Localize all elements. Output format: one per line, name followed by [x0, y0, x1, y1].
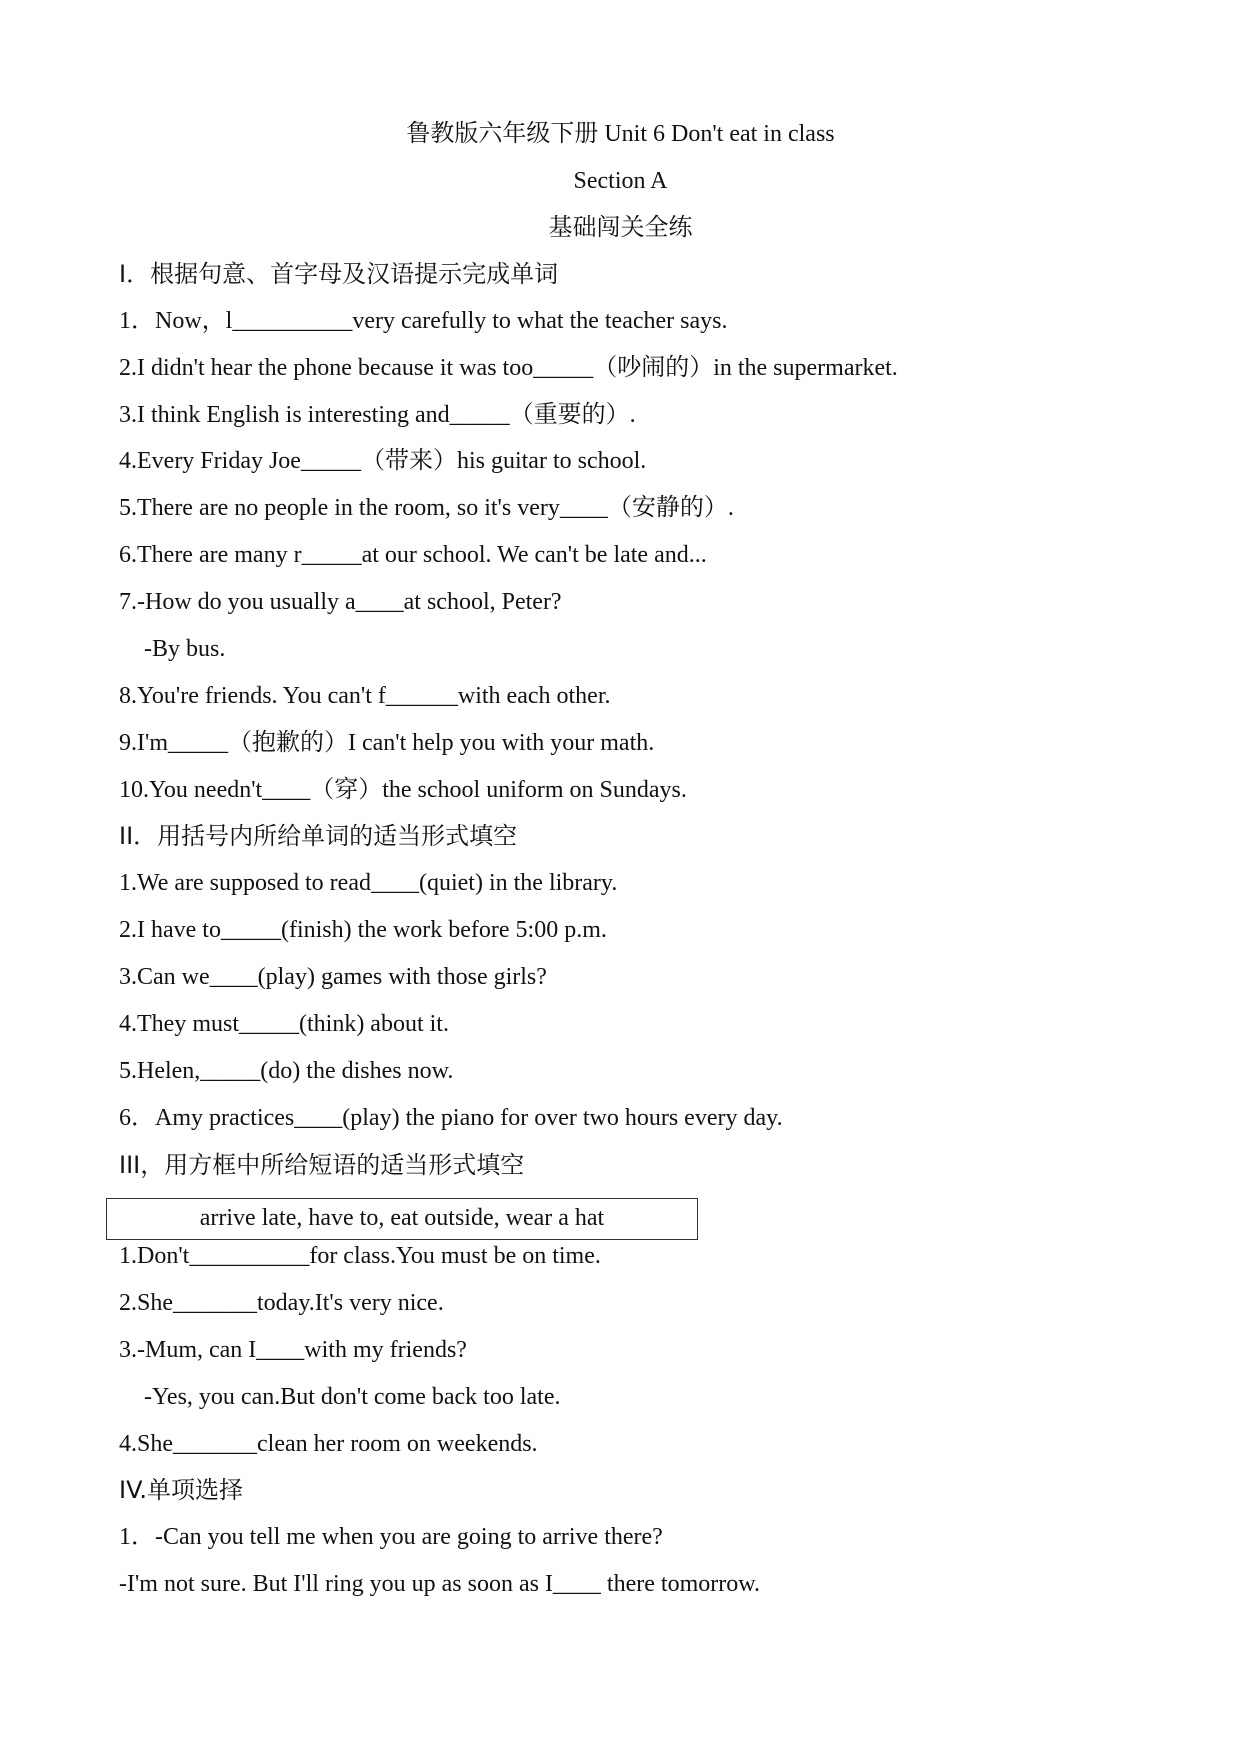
part1-question-4: 4.Every Friday Joe_____（带来）his guitar to school.: [119, 448, 647, 474]
part1-question-3: 3.I think English is interesting and_____（重要的）.: [119, 402, 636, 428]
part1-question-9: 9.I'm_____（抱歉的）I can't help you with your math.: [119, 730, 655, 756]
phrase-box-text: arrive late, have to, eat outside, wear a hat: [199, 1205, 605, 1231]
part1-question-5: 5.There are no people in the room, so it's very____（安静的）.: [119, 495, 734, 521]
part3-question-2: 2.She_______today.It's very nice.: [119, 1290, 444, 1316]
part4-question-1: 1．-Can you tell me when you are going to arrive there?: [119, 1524, 663, 1550]
part2-question-4: 4.They must_____(think) about it.: [119, 1011, 449, 1037]
part2-heading: II．用括号内所给单词的适当形式填空: [119, 822, 518, 850]
part3-heading: III，用方框中所给短语的适当形式填空: [119, 1151, 525, 1179]
part4-heading: IV.单项选择: [119, 1476, 244, 1504]
part3-question-3-answer: -Yes, you can.But don't come back too late.: [144, 1384, 561, 1410]
part3-question-3: 3.-Mum, can I____with my friends?: [119, 1337, 467, 1363]
part2-question-1: 1.We are supposed to read____(quiet) in the library.: [119, 870, 618, 896]
part2-question-2: 2.I have to_____(finish) the work before 5:00 p.m.: [119, 917, 607, 943]
phrase-box: [106, 1198, 698, 1240]
part1-question-1: 1．Now，l__________very carefully to what the teacher says.: [119, 308, 728, 334]
part2-question-5: 5.Helen,_____(do) the dishes now.: [119, 1058, 454, 1084]
part1-question-8: 8.You're friends. You can't f______with each other.: [119, 683, 611, 709]
part3-question-4: 4.She_______clean her room on weekends.: [119, 1431, 538, 1457]
part1-question-2: 2.I didn't hear the phone because it was too_____（吵闹的）in the supermarket.: [119, 355, 898, 381]
part1-question-6: 6.There are many r_____at our school. We can't be late and...: [119, 542, 707, 568]
part2-question-6: 6．Amy practices____(play) the piano for over two hours every day.: [119, 1105, 783, 1131]
part1-heading: I．根据句意、首字母及汉语提示完成单词: [119, 260, 559, 288]
worksheet-title: 鲁教版六年级下册 Unit 6 Don't eat in class: [406, 121, 835, 147]
part1-question-10: 10.You needn't____（穿）the school uniform on Sundays.: [119, 777, 687, 803]
section-label: Section A: [573, 168, 668, 194]
part1-question-7-answer: -By bus.: [144, 636, 226, 662]
worksheet-subtitle: 基础闯关全练: [548, 213, 693, 241]
part4-question-1-response: -I'm not sure. But I'll ring you up as soon as I____ there tomorrow.: [119, 1571, 760, 1597]
part1-question-7: 7.-How do you usually a____at school, Peter?: [119, 589, 562, 615]
part2-question-3: 3.Can we____(play) games with those girls?: [119, 964, 547, 990]
part3-question-1: 1.Don't__________for class.You must be on time.: [119, 1243, 601, 1269]
